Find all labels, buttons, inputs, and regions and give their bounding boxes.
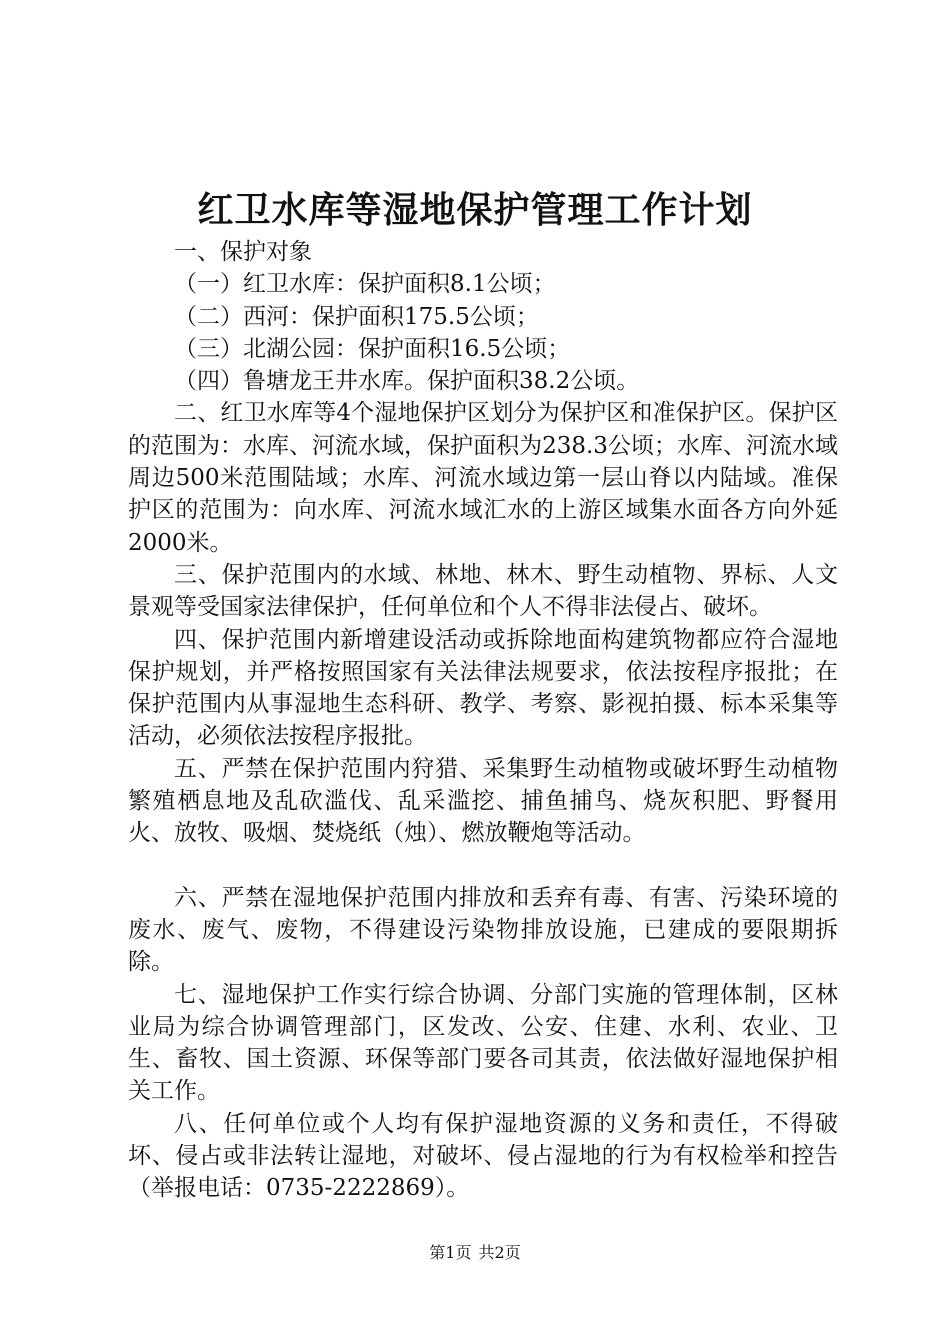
list-item-lutang-reservoir: （四）鲁塘龙王井水库。保护面积38.2公顷。: [174, 368, 640, 395]
document-body: [128, 236, 838, 1205]
paragraph-section-2: 二、红卫水库等4个湿地保护区划分为保护区和准保护区。保护区的范围为：水库、河流水域，保护面积为238.3公顷；水库、河流水域周边500米范围陆域；水库、河流水域边第一层山脊以内陆域。准保护区的范围为：向水库、河流水域汇水的上游区域集水面各方向外延2000米。: [128, 400, 838, 556]
section-heading-protection-targets: 一、保护对象: [174, 239, 312, 265]
paragraph-section-4: 四、保护范围内新增建设活动或拆除地面构建筑物都应符合湿地保护规划，并严格按照国家有关法律法规要求，依法按程序报批；在保护范围内从事湿地生态科研、教学、考察、影视拍摄、标本采集等活动，必须依法按程序报批。: [128, 626, 838, 750]
paragraph-section-3: 三、保护范围内的水域、林地、林木、野生动植物、界标、人文景观等受国家法律保护，任何单位和个人不得非法侵占、破坏。: [128, 561, 838, 621]
paragraph-section-7: 七、湿地保护工作实行综合协调、分部门实施的管理体制，区林业局为综合协调管理部门，区发改、公安、住建、水利、农业、卫生、畜牧、国土资源、环保等部门要各司其责，依法做好湿地保护相关工作。: [128, 981, 838, 1105]
paragraph-section-5: 五、严禁在保护范围内狩猎、采集野生动植物或破坏野生动植物繁殖栖息地及乱砍滥伐、乱采滥挖、捕鱼捕鸟、烧灰积肥、野餐用火、放牧、吸烟、焚烧纸（烛）、燃放鞭炮等活动。: [128, 755, 838, 847]
list-item-hongwei-reservoir: （一）红卫水库：保护面积8.1公顷；: [174, 271, 556, 298]
list-item-beihu-park: （三）北湖公园：保护面积16.5公顷；: [174, 335, 571, 362]
paragraph-section-8: 八、任何单位或个人均有保护湿地资源的义务和责任，不得破坏、侵占或非法转让湿地，对破坏、侵占湿地的行为有权检举和控告（举报电话：0735-2222869）。: [128, 1110, 838, 1202]
paragraph-section-6: 六、严禁在湿地保护范围内排放和丢弃有毒、有害、污染环境的废水、废气、废物，不得建设污染物排放设施，已建成的要限期拆除。: [128, 884, 838, 976]
page-number-footer: 第1页 共2页: [429, 1243, 521, 1262]
document-title: 红卫水库等湿地保护管理工作计划: [197, 189, 753, 231]
list-item-xihe: （二）西河：保护面积175.5公顷；: [174, 303, 539, 330]
